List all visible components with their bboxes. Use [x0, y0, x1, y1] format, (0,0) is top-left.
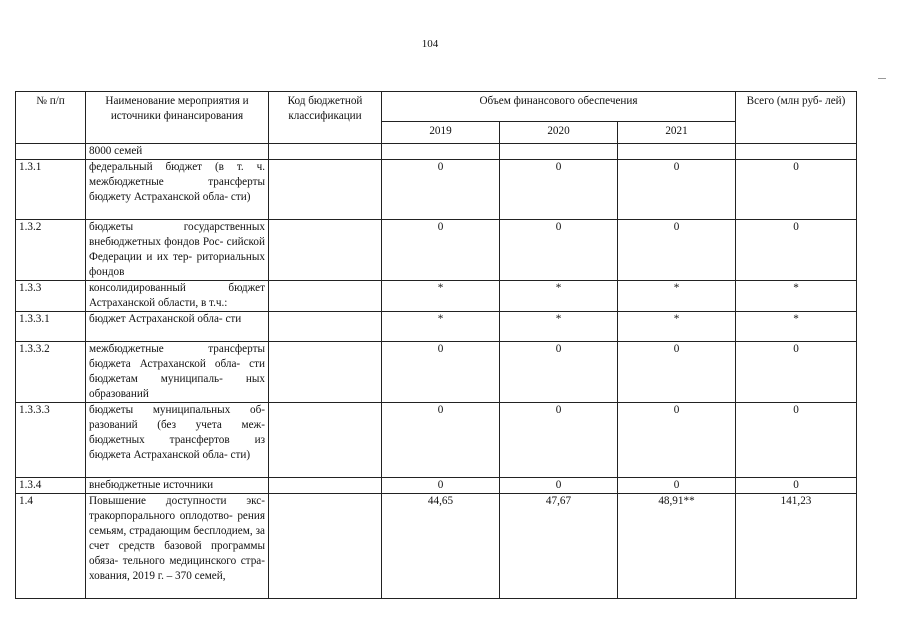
- row-name: бюджет Астраханской обла- сти: [86, 312, 269, 342]
- table-row: [16, 342, 857, 403]
- margin-mark: [878, 78, 886, 80]
- row-2020: *: [500, 312, 618, 342]
- row-code: [269, 312, 382, 342]
- row-total: *: [736, 312, 857, 342]
- row-num: 1.3.3: [16, 281, 86, 312]
- table-row: [16, 160, 857, 220]
- row-num: 1.4: [16, 494, 86, 599]
- row-name: консолидированный бюджет Астраханской области, в т.ч.:: [86, 281, 269, 312]
- row-code: [269, 478, 382, 494]
- row-total: 0: [736, 160, 857, 220]
- row-code: [269, 281, 382, 312]
- row-2020: 0: [500, 403, 618, 478]
- page-number: 104: [421, 38, 439, 50]
- row-2020: 47,67: [500, 494, 618, 599]
- row-2020: 0: [500, 220, 618, 281]
- row-total: *: [736, 281, 857, 312]
- header-year-2020: 2020: [500, 122, 618, 144]
- row-2019: *: [382, 281, 500, 312]
- row-code: [269, 220, 382, 281]
- row-num: 1.3.2: [16, 220, 86, 281]
- header-volume: Объем финансового обеспечения: [382, 92, 736, 122]
- header-year-2019: 2019: [382, 122, 500, 144]
- row-2021: 0: [618, 220, 736, 281]
- row-2019: [382, 144, 500, 160]
- row-total: 0: [736, 403, 857, 478]
- row-name: бюджеты государственных внебюджетных фондов Рос- сийской Федерации и их тер- риториальных фондов: [86, 220, 269, 281]
- row-total: 0: [736, 478, 857, 494]
- row-code: [269, 403, 382, 478]
- row-num: 1.3.3.3: [16, 403, 86, 478]
- row-name: федеральный бюджет (в т. ч. межбюджетные трансферты бюджету Астраханской обла- сти): [86, 160, 269, 220]
- header-year-2021: 2021: [618, 122, 736, 144]
- row-name: внебюджетные источники: [86, 478, 269, 494]
- row-2021: 0: [618, 478, 736, 494]
- budget-table: [15, 91, 857, 599]
- row-name: бюджеты муниципальных об- разований (без учета меж- бюджетных трансфертов из бюджета Астраханской обла- сти): [86, 403, 269, 478]
- row-num: 1.3.4: [16, 478, 86, 494]
- row-num: 1.3.1: [16, 160, 86, 220]
- row-2019: 0: [382, 403, 500, 478]
- row-num: 1.3.3.1: [16, 312, 86, 342]
- row-2021: 48,91**: [618, 494, 736, 599]
- row-total: [736, 144, 857, 160]
- row-2019: 0: [382, 342, 500, 403]
- row-2021: *: [618, 312, 736, 342]
- header-num: № п/п: [16, 92, 86, 144]
- row-num: 1.3.3.2: [16, 342, 86, 403]
- table-row: [16, 144, 857, 160]
- row-name: Повышение доступности экс- тракорпорального оплодотво- рения семьям, страдающим бесплодием, за счет средств базовой программы обяза- тельного медицинского стра- хования, 2019 г. – 370 семей,: [86, 494, 269, 599]
- row-2019: 0: [382, 160, 500, 220]
- row-2021: 0: [618, 342, 736, 403]
- header-name: Наименование мероприятия и источники финансирования: [86, 92, 269, 144]
- row-2021: 0: [618, 160, 736, 220]
- row-2021: 0: [618, 403, 736, 478]
- row-2019: 0: [382, 478, 500, 494]
- row-name: 8000 семей: [86, 144, 269, 160]
- row-total: 0: [736, 342, 857, 403]
- row-code: [269, 494, 382, 599]
- row-code: [269, 342, 382, 403]
- table-row: [16, 281, 857, 312]
- header-total: Всего (млн руб- лей): [736, 92, 857, 144]
- row-2020: 0: [500, 160, 618, 220]
- row-2020: 0: [500, 342, 618, 403]
- row-total: 141,23: [736, 494, 857, 599]
- row-total: 0: [736, 220, 857, 281]
- row-2020: 0: [500, 478, 618, 494]
- row-2021: [618, 144, 736, 160]
- row-2020: *: [500, 281, 618, 312]
- row-2019: *: [382, 312, 500, 342]
- row-code: [269, 160, 382, 220]
- row-2019: 0: [382, 220, 500, 281]
- table-row: [16, 312, 857, 342]
- row-num: [16, 144, 86, 160]
- row-2019: 44,65: [382, 494, 500, 599]
- row-2020: [500, 144, 618, 160]
- table-row: [16, 478, 857, 494]
- table-row: [16, 220, 857, 281]
- row-name: межбюджетные трансферты бюджета Астраханской обла- сти бюджетам муниципаль- ных образований: [86, 342, 269, 403]
- row-code: [269, 144, 382, 160]
- row-2021: *: [618, 281, 736, 312]
- header-code: Код бюджетной классификации: [269, 92, 382, 144]
- table-row: [16, 494, 857, 599]
- table-row: [16, 403, 857, 478]
